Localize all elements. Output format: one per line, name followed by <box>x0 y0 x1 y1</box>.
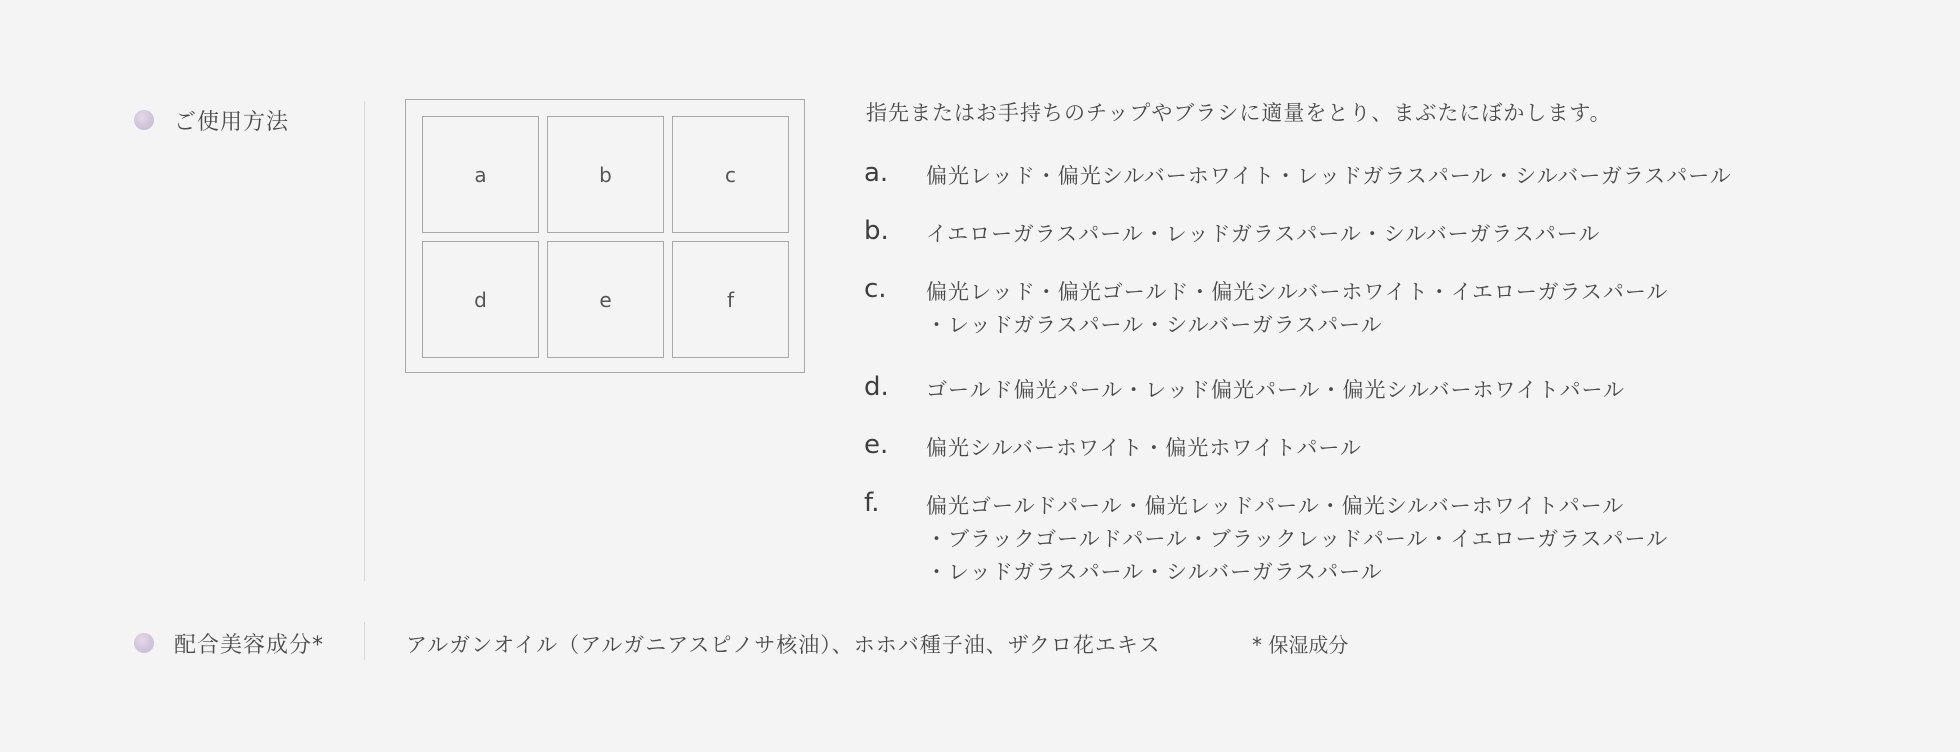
palette-diagram <box>405 99 805 373</box>
item-f-line-2: ・ブラックゴールドパール・ブラックレッドパール・イエローガラスパール <box>926 527 1669 551</box>
palette-cell-b: b <box>547 116 664 233</box>
item-b-line: イエローガラスパール・レッドガラスパール・シルバーガラスパール <box>926 222 1601 246</box>
ingredients-text: アルガンオイル（アルガニアスピノサ核油）、ホホバ種子油、ザクロ花エキス <box>406 633 1161 657</box>
item-f-line-3: ・レッドガラスパール・シルバーガラスパール <box>926 560 1383 584</box>
item-a-line: 偏光レッド・偏光シルバーホワイト・レッドガラスパール・シルバーガラスパール <box>926 164 1732 188</box>
item-f-line-1: 偏光ゴールドパール・偏光レッドパール・偏光シルバーホワイトパール <box>926 494 1625 518</box>
ingredients-divider <box>364 622 365 660</box>
item-letter-c: c. <box>864 274 887 304</box>
item-c-line-2: ・レッドガラスパール・シルバーガラスパール <box>926 313 1383 337</box>
item-letter-b: b. <box>864 216 889 246</box>
usage-section-title: ご使用方法 <box>174 110 290 135</box>
palette-cell-f: f <box>672 241 789 358</box>
item-letter-a: a. <box>864 158 889 188</box>
palette-cell-d: d <box>422 241 539 358</box>
ingredients-bullet-icon <box>134 633 154 653</box>
usage-intro: 指先またはお手持ちのチップやブラシに適量をとり、まぶたにぼかします。 <box>866 101 1612 125</box>
item-d-line: ゴールド偏光パール・レッド偏光パール・偏光シルバーホワイトパール <box>926 378 1626 402</box>
palette-cell-a: a <box>422 116 539 233</box>
item-letter-d: d. <box>864 372 889 402</box>
ingredients-footnote: * 保湿成分 <box>1252 633 1349 657</box>
ingredients-section-title: 配合美容成分* <box>174 633 325 658</box>
item-letter-f: f. <box>864 488 880 518</box>
item-letter-e: e. <box>864 430 889 460</box>
palette-cell-e: e <box>547 241 664 358</box>
item-c-line-1: 偏光レッド・偏光ゴールド・偏光シルバーホワイト・イエローガラスパール <box>926 280 1669 304</box>
item-e-line: 偏光シルバーホワイト・偏光ホワイトパール <box>926 436 1362 460</box>
usage-divider <box>364 101 365 581</box>
usage-bullet-icon <box>134 110 154 130</box>
palette-cell-c: c <box>672 116 789 233</box>
